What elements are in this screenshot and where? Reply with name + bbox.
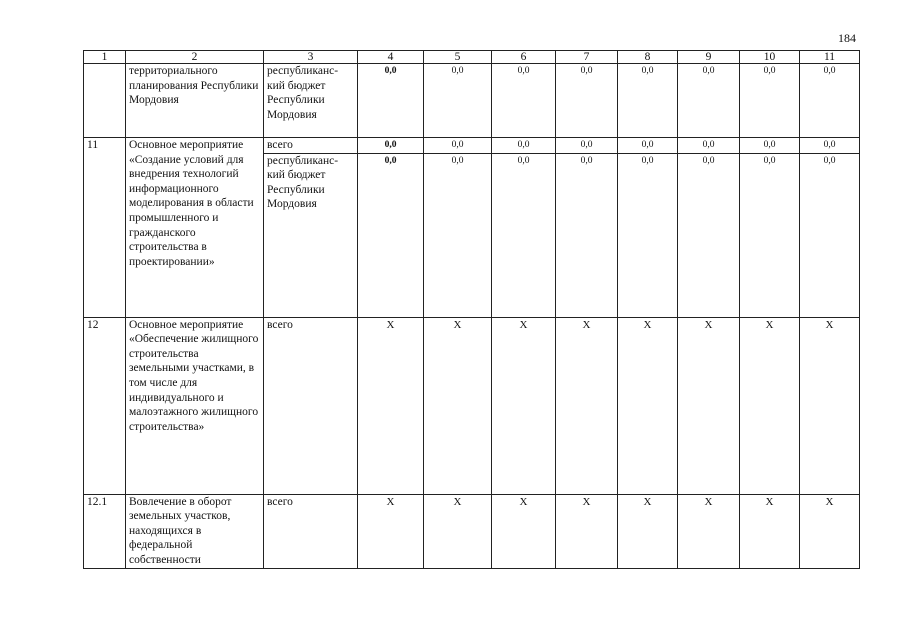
col-header: 9 bbox=[678, 51, 740, 64]
value-cell: 0,0 bbox=[492, 138, 556, 154]
value-cell: Х bbox=[492, 494, 556, 568]
value-cell: Х bbox=[424, 317, 492, 494]
source-label: всего bbox=[264, 494, 358, 568]
value-cell: 0,0 bbox=[358, 153, 424, 317]
budget-table bbox=[83, 50, 860, 569]
value-cell: Х bbox=[800, 317, 860, 494]
col-header: 11 bbox=[800, 51, 860, 64]
value-cell: 0,0 bbox=[556, 138, 618, 154]
col-header: 4 bbox=[358, 51, 424, 64]
row-name: Основное мероприятие «Создание условий для внедрения технологий информационного моделирования в области промышленного и гражданского строительства в проектировании» bbox=[126, 138, 264, 318]
value-cell: Х bbox=[740, 494, 800, 568]
value-cell: 0,0 bbox=[358, 64, 424, 138]
value-cell: Х bbox=[424, 494, 492, 568]
header-row bbox=[84, 51, 860, 64]
value-cell: Х bbox=[358, 494, 424, 568]
value-cell: Х bbox=[556, 494, 618, 568]
row-name: Основное мероприятие «Обеспечение жилищного строительства земельными участками, в том числе для индивидуального и малоэтажного жилищного строительства» bbox=[126, 317, 264, 494]
value-cell: 0,0 bbox=[800, 64, 860, 138]
value-cell: Х bbox=[800, 494, 860, 568]
value-cell: 0,0 bbox=[800, 138, 860, 154]
table-row bbox=[84, 494, 860, 568]
value-cell: 0,0 bbox=[618, 64, 678, 138]
value-cell: Х bbox=[678, 317, 740, 494]
value-cell: 0,0 bbox=[678, 138, 740, 154]
value-cell: 0,0 bbox=[740, 138, 800, 154]
value-cell: Х bbox=[618, 494, 678, 568]
source-label: всего bbox=[264, 317, 358, 494]
value-cell: Х bbox=[358, 317, 424, 494]
source-label: республиканс-кий бюджет Республики Мордовия bbox=[264, 153, 358, 317]
col-header: 1 bbox=[84, 51, 126, 64]
row-name: территориального планирования Республики Мордовия bbox=[126, 64, 264, 138]
col-header: 7 bbox=[556, 51, 618, 64]
value-cell: 0,0 bbox=[424, 138, 492, 154]
row-name: Вовлечение в оборот земельных участков, находящихся в федеральной собственности bbox=[126, 494, 264, 568]
value-cell: 0,0 bbox=[556, 64, 618, 138]
col-header: 6 bbox=[492, 51, 556, 64]
col-header: 5 bbox=[424, 51, 492, 64]
source-label: всего bbox=[264, 138, 358, 154]
value-cell: Х bbox=[492, 317, 556, 494]
value-cell: 0,0 bbox=[618, 138, 678, 154]
value-cell: Х bbox=[556, 317, 618, 494]
value-cell: Х bbox=[740, 317, 800, 494]
col-header: 8 bbox=[618, 51, 678, 64]
col-header: 2 bbox=[126, 51, 264, 64]
value-cell: 0,0 bbox=[492, 64, 556, 138]
table-row bbox=[84, 317, 860, 494]
value-cell: 0,0 bbox=[358, 138, 424, 154]
source-label: республиканс-кий бюджет Республики Мордовия bbox=[264, 64, 358, 138]
value-cell: 0,0 bbox=[618, 153, 678, 317]
value-cell: 0,0 bbox=[740, 153, 800, 317]
row-number bbox=[84, 64, 126, 138]
value-cell: Х bbox=[618, 317, 678, 494]
row-number: 12 bbox=[84, 317, 126, 494]
col-header: 10 bbox=[740, 51, 800, 64]
value-cell: 0,0 bbox=[678, 64, 740, 138]
value-cell: Х bbox=[678, 494, 740, 568]
value-cell: 0,0 bbox=[556, 153, 618, 317]
value-cell: 0,0 bbox=[424, 153, 492, 317]
page-number: 184 bbox=[838, 31, 856, 45]
table-row bbox=[84, 138, 860, 154]
table-row bbox=[84, 64, 860, 138]
value-cell: 0,0 bbox=[800, 153, 860, 317]
value-cell: 0,0 bbox=[678, 153, 740, 317]
row-number: 12.1 bbox=[84, 494, 126, 568]
col-header: 3 bbox=[264, 51, 358, 64]
value-cell: 0,0 bbox=[424, 64, 492, 138]
value-cell: 0,0 bbox=[740, 64, 800, 138]
row-number: 11 bbox=[84, 138, 126, 318]
value-cell: 0,0 bbox=[492, 153, 556, 317]
